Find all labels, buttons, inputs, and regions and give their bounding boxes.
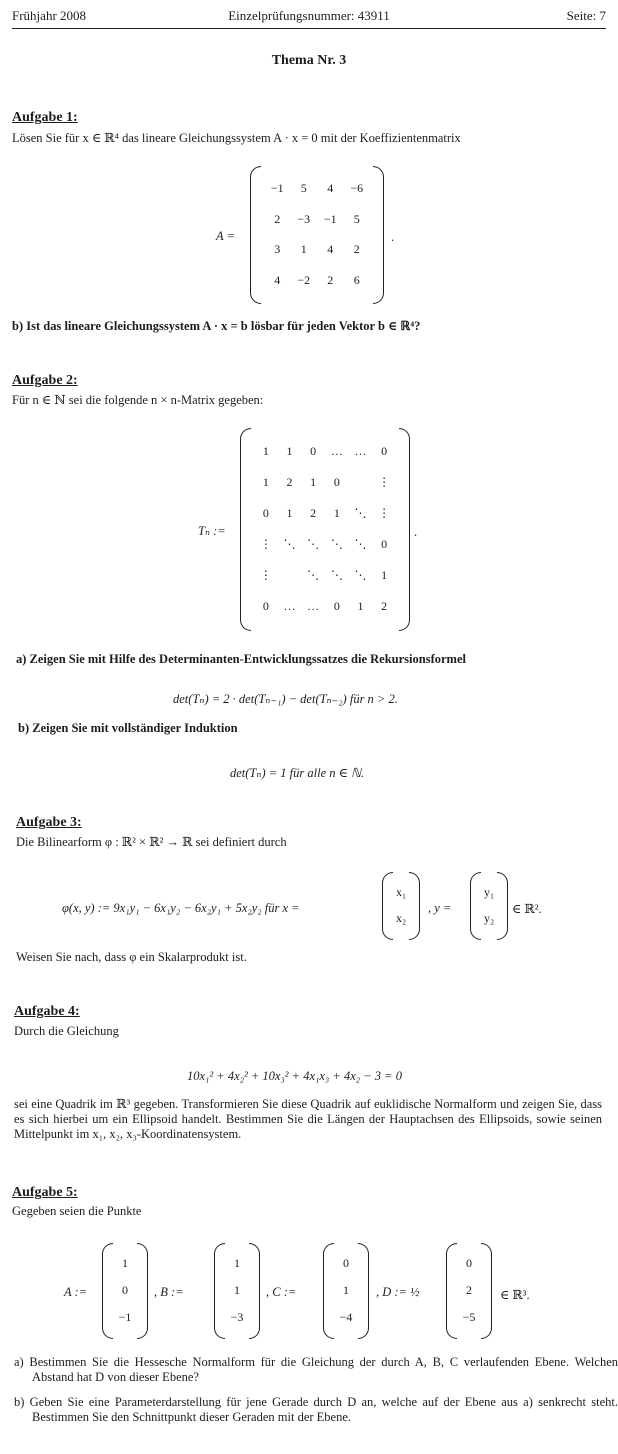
a1-matrix-label: A = [216, 229, 235, 243]
a5-va-cell: −1 [118, 1309, 132, 1324]
a5-va-cell: 1 [122, 1256, 128, 1271]
a2-matrix-cell: 1 [286, 505, 293, 520]
a2-matrix-cell: 0 [381, 443, 388, 458]
a5-label-b: , B := [154, 1285, 184, 1299]
a1-matrix-cell: 2 [327, 272, 334, 287]
a1-matrix-cell: −6 [350, 181, 364, 196]
a1-matrix-cell: 2 [353, 242, 360, 257]
a2-matrix-cell: 1 [286, 443, 293, 458]
page-header [12, 8, 606, 29]
a3-vector-x [382, 872, 420, 940]
a2-part-a: a) Zeigen Sie mit Hilfe des Determinanten-Entwicklungssatzes die Rekursionsformel [16, 652, 466, 666]
a2-matrix-cell: 0 [262, 599, 269, 614]
a5-vector-a [102, 1243, 148, 1339]
a2-matrix [240, 428, 410, 631]
a2-heading: Aufgabe 2: [12, 373, 78, 388]
a3-end: ∈ ℝ². [512, 902, 542, 916]
a5-end: ∈ ℝ³. [500, 1288, 530, 1302]
header-date: Frühjahr 2008 [12, 8, 87, 23]
a5-vd-cell: 2 [466, 1283, 472, 1297]
a3-vector-y [470, 872, 508, 940]
a5-part-a: a) Bestimmen Sie die Hessesche Normalform für die Gleichung der durch A, B, C verlaufenden Ebene. Welchen Abstand hat D von dieser Ebene? [14, 1355, 618, 1384]
a5-vc-cell: 1 [343, 1283, 349, 1297]
a1-matrix-cell: 4 [327, 242, 334, 257]
a1-part-b: b) Ist das lineare Gleichungssystem A · x = b lösbar für jeden Vektor b ∈ ℝ⁴? [12, 319, 421, 333]
a1-matrix [250, 166, 384, 304]
a5-vector-d [446, 1243, 492, 1339]
a5-vb-cell: 1 [234, 1256, 240, 1271]
a2-matrix-cell: 2 [381, 599, 388, 614]
a5-label-c: , C := [266, 1285, 297, 1299]
a3-mid: , y = [428, 901, 452, 915]
a4-formula: 10x₁² + 4x₂² + 10x₃² + 4x₁x₃ + 4x₂ − 3 = 0 [187, 1069, 402, 1083]
a2-matrix-cell: ⋱ [307, 537, 320, 552]
a5-part-b: b) Geben Sie eine Parameterdarstellung für jene Gerade durch D an, welche auf der Ebene aus a) senkrecht steht. Bestimmen Sie den Schnittpunkt dieser Geraden mit der Ebene. [14, 1395, 618, 1424]
a2-matrix-cell: ⋮ [378, 474, 391, 489]
a5-vd-cell: −5 [462, 1309, 476, 1324]
a2-matrix-cell: 1 [310, 474, 317, 489]
a3-heading: Aufgabe 3: [16, 815, 82, 830]
a2-matrix-cell: 1 [262, 443, 269, 458]
a2-matrix-cell: ⋱ [283, 537, 296, 552]
a5-vc-cell: −4 [339, 1309, 353, 1324]
page-title: Thema Nr. 3 [271, 53, 347, 68]
a2-matrix-cell: ⋱ [330, 568, 343, 583]
a3-vx-cell: x₂ [396, 911, 407, 925]
a2-matrix-cell: ⋮ [259, 568, 272, 583]
a2-matrix-cell: … [330, 443, 343, 458]
a4-intro: Durch die Gleichung [14, 1024, 119, 1038]
a5-vb-cell: 1 [234, 1283, 240, 1297]
a2-matrix-cell: ⋱ [354, 537, 367, 552]
a3-vx-cell: x₁ [396, 885, 407, 899]
a1-matrix-cell: −3 [297, 211, 311, 226]
a2-matrix-cell: ⋱ [330, 537, 343, 552]
a1-matrix-cell: 6 [353, 272, 360, 287]
a4-heading: Aufgabe 4: [14, 1004, 80, 1019]
a2-matrix-cell: 1 [357, 599, 364, 614]
a1-matrix-cell: −1 [323, 211, 337, 226]
a2-matrix-cell: 0 [262, 505, 269, 520]
a2-matrix-cell: 1 [262, 474, 269, 489]
a1-matrix-period: . [391, 230, 395, 244]
a1-matrix-cell: 5 [353, 211, 360, 226]
a5-label-a: A := [64, 1285, 88, 1299]
a2-matrix-cell: 1 [333, 505, 340, 520]
a1-matrix-cell: 2 [274, 211, 281, 226]
a3-text: Weisen Sie nach, dass φ ein Skalarprodukt ist. [16, 950, 247, 964]
a5-vd-cell: 0 [466, 1256, 472, 1271]
a5-vector-c [323, 1243, 369, 1339]
a5-va-cell: 0 [122, 1283, 128, 1297]
a2-matrix-cell: ⋱ [354, 568, 367, 583]
a1-matrix-cell: 4 [327, 181, 334, 196]
header-exam-number: Einzelprüfungsnummer: 43911 [228, 8, 390, 23]
a2-matrix-cell: 0 [333, 474, 340, 489]
a1-matrix-cell: 4 [274, 272, 281, 287]
a3-formula: φ(x, y) := 9x₁y₁ − 6x₁y₂ − 6x₂y₁ + 5x₂y₂ für x = [62, 901, 300, 915]
a2-matrix-cell: 0 [310, 443, 317, 458]
a1-matrix-cell: 1 [300, 242, 307, 257]
a2-matrix-cell: 0 [381, 537, 388, 552]
a2-part-b: b) Zeigen Sie mit vollständiger Induktion [18, 721, 238, 735]
a1-matrix-cell: −2 [297, 272, 311, 287]
a2-matrix-cell: ⋮ [378, 505, 391, 520]
a2-formula-a: det(Tₙ) = 2 · det(Tₙ₋₁) − det(Tₙ₋₂) für n > 2. [173, 692, 398, 706]
a2-matrix-cell: ⋱ [354, 505, 367, 520]
header-page-number: Seite: 7 [566, 8, 606, 23]
a2-matrix-cell: 0 [333, 599, 340, 614]
a2-matrix-cell: ⋱ [307, 568, 320, 583]
a2-matrix-cell: … [283, 599, 296, 614]
a2-intro: Für n ∈ ℕ sei die folgende n × n-Matrix gegeben: [12, 393, 264, 407]
a2-matrix-period: . [414, 525, 418, 539]
a1-matrix-cell: 3 [274, 242, 281, 257]
a4-text: sei eine Quadrik im ℝ³ gegeben. Transformieren Sie diese Quadrik auf euklidische Normalform und zeigen Sie, dass es sich hierbei um ein Ellipsoid handelt. Bestimmen Sie die Längen der Hauptachsen des Ellipsoids, sowie seinen Mittelpunkt im x₁, x₂, x₃-Koordinatensystem. [14, 1097, 602, 1141]
a5-vb-cell: −3 [230, 1309, 244, 1324]
a2-matrix-cell: 1 [381, 568, 388, 583]
a2-matrix-cell: ⋮ [259, 537, 272, 552]
a5-vc-cell: 0 [343, 1256, 349, 1271]
a2-matrix-cell: … [354, 443, 367, 458]
a1-matrix-cell: −1 [270, 181, 284, 196]
a5-heading: Aufgabe 5: [12, 1185, 78, 1200]
a1-heading: Aufgabe 1: [12, 110, 78, 125]
a1-matrix-cell: 5 [300, 181, 307, 196]
a2-matrix-cell: … [307, 599, 320, 614]
a1-intro: Lösen Sie für x ∈ ℝ⁴ das lineare Gleichungssystem A · x = 0 mit der Koeffizientenmatrix [12, 131, 461, 145]
a2-matrix-cell: 2 [310, 505, 317, 520]
a2-matrix-cell: 2 [286, 474, 293, 489]
a3-vy-cell: y₁ [484, 885, 495, 899]
a5-vector-b [214, 1243, 260, 1339]
a3-vy-cell: y₂ [484, 911, 495, 925]
a2-formula-b: det(Tₙ) = 1 für alle n ∈ ℕ. [230, 766, 365, 780]
a5-intro: Gegeben seien die Punkte [12, 1204, 142, 1218]
a3-intro: Die Bilinearform φ : ℝ² × ℝ² → ℝ sei definiert durch [16, 835, 287, 849]
a2-matrix-label: Tₙ := [198, 524, 226, 538]
a5-label-d: , D := ½ [376, 1285, 420, 1299]
